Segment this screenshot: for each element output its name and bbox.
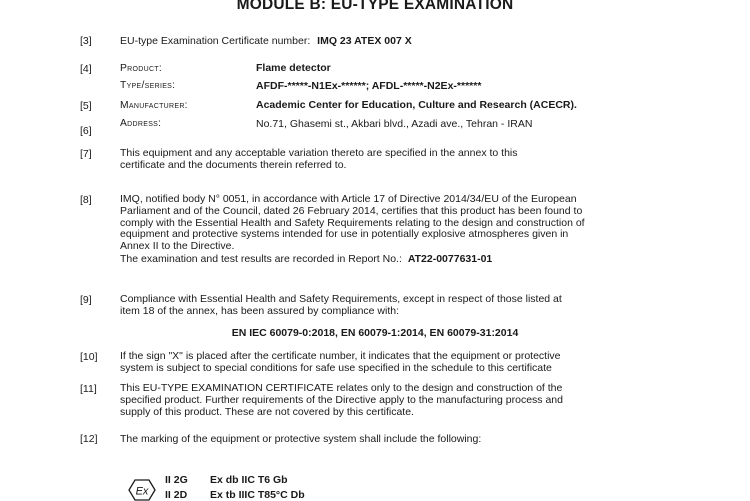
manufacturer-value: Academic Center for Education, Culture and Research (ACECR). xyxy=(256,99,577,111)
paragraph-11-line: supply of this product. These are not covered by this certificate. xyxy=(120,405,414,418)
paragraph-8-line: Annex II to the Directive. xyxy=(120,240,235,253)
cert-number-label: EU-type Examination Certificate number: xyxy=(120,35,311,47)
paragraph-8-line: Parliament and of the Council, dated 26 February 2014, certifies that this product has been found to xyxy=(120,204,583,217)
paragraph-8-line: IMQ, notified body N° 0051, in accordance with Article 17 of Directive 2014/34/EU of the European xyxy=(120,193,577,205)
item-number-10: [10] xyxy=(80,351,98,363)
item-number-12: [12] xyxy=(80,433,98,445)
product-value: Flame detector xyxy=(256,62,331,74)
paragraph-9-line: item 18 of the annex, has been assured by compliance with: xyxy=(120,304,399,317)
paragraph-8-line: equipment and protective systems intended for use in potentially explosive atmospheres given in xyxy=(120,228,569,241)
item-number-9: [9] xyxy=(80,294,92,306)
paragraph-10-line: system is subject to special conditions for safe use specified in the schedule to this certificate xyxy=(120,361,552,374)
paragraph-7 xyxy=(120,148,647,172)
product-label: Product: xyxy=(120,63,163,74)
item-number-3: [3] xyxy=(80,35,92,47)
cert-number-value: IMQ 23 ATEX 007 X xyxy=(317,35,412,47)
paragraph-12: The marking of the equipment or protective system shall include the following: xyxy=(120,433,482,445)
marking-category-gas: II 2G xyxy=(165,474,188,486)
paragraph-10-line: If the sign "X" is placed after the certificate number, it indicates that the equipment or protective xyxy=(120,350,561,362)
page-title: MODULE B: EU-TYPE EXAMINATION xyxy=(236,0,514,13)
paragraph-7-line: certificate and the documents therein referred to. xyxy=(120,158,347,171)
item-number-5: [5] xyxy=(80,100,92,112)
paragraph-11 xyxy=(120,383,647,418)
paragraph-9 xyxy=(120,294,647,318)
report-line xyxy=(120,254,647,266)
ex-hexagon-icon xyxy=(128,479,156,501)
paragraph-8-line: comply with the Essential Health and Safety Requirements relating to the design and construction of xyxy=(120,216,585,229)
report-number: AT22-0077631-01 xyxy=(407,252,493,265)
marking-code-gas: Ex db IIC T6 Gb xyxy=(210,474,288,486)
marking-category-dust: II 2D xyxy=(165,489,188,501)
report-text: The examination and test results are recorded in Report No.: xyxy=(120,252,402,265)
paragraph-7-line: This equipment and any acceptable variation thereto are specified in the annex to this xyxy=(120,147,518,159)
item-number-6: [6] xyxy=(80,125,92,137)
item-number-11: [11] xyxy=(80,383,97,395)
item-number-8: [8] xyxy=(80,194,92,206)
manufacturer-label: Manufacturer: xyxy=(120,100,188,111)
address-label: Address: xyxy=(120,118,162,129)
item-number-4: [4] xyxy=(80,63,92,75)
type-value: AFDF-*****-N1Ex-******; AFDL-*****-N2Ex-****** xyxy=(256,80,482,92)
standards-list: EN IEC 60079-0:2018, EN 60079-1:2014, EN 60079-31:2014 xyxy=(231,327,519,339)
paragraph-8 xyxy=(120,194,647,266)
ex-symbol-text: Ex xyxy=(135,485,149,498)
type-label: Type/series: xyxy=(120,80,176,91)
item-number-7: [7] xyxy=(80,148,92,160)
cert-number-row xyxy=(120,35,412,47)
address-value: No.71, Ghasemi st., Akbari blvd., Azadi ave., Tehran - IRAN xyxy=(256,118,533,130)
paragraph-11-line: This EU-TYPE EXAMINATION CERTIFICATE relates only to the design and construction of the xyxy=(120,382,563,394)
paragraph-11-line: specified product. Further requirements of the Directive apply to the manufacturing process and xyxy=(120,393,563,406)
paragraph-9-line: Compliance with Essential Health and Safety Requirements, except in respect of those listed at xyxy=(120,293,562,305)
paragraph-10 xyxy=(120,351,647,375)
marking-code-dust: Ex tb IIIC T85°C Db xyxy=(210,489,305,501)
